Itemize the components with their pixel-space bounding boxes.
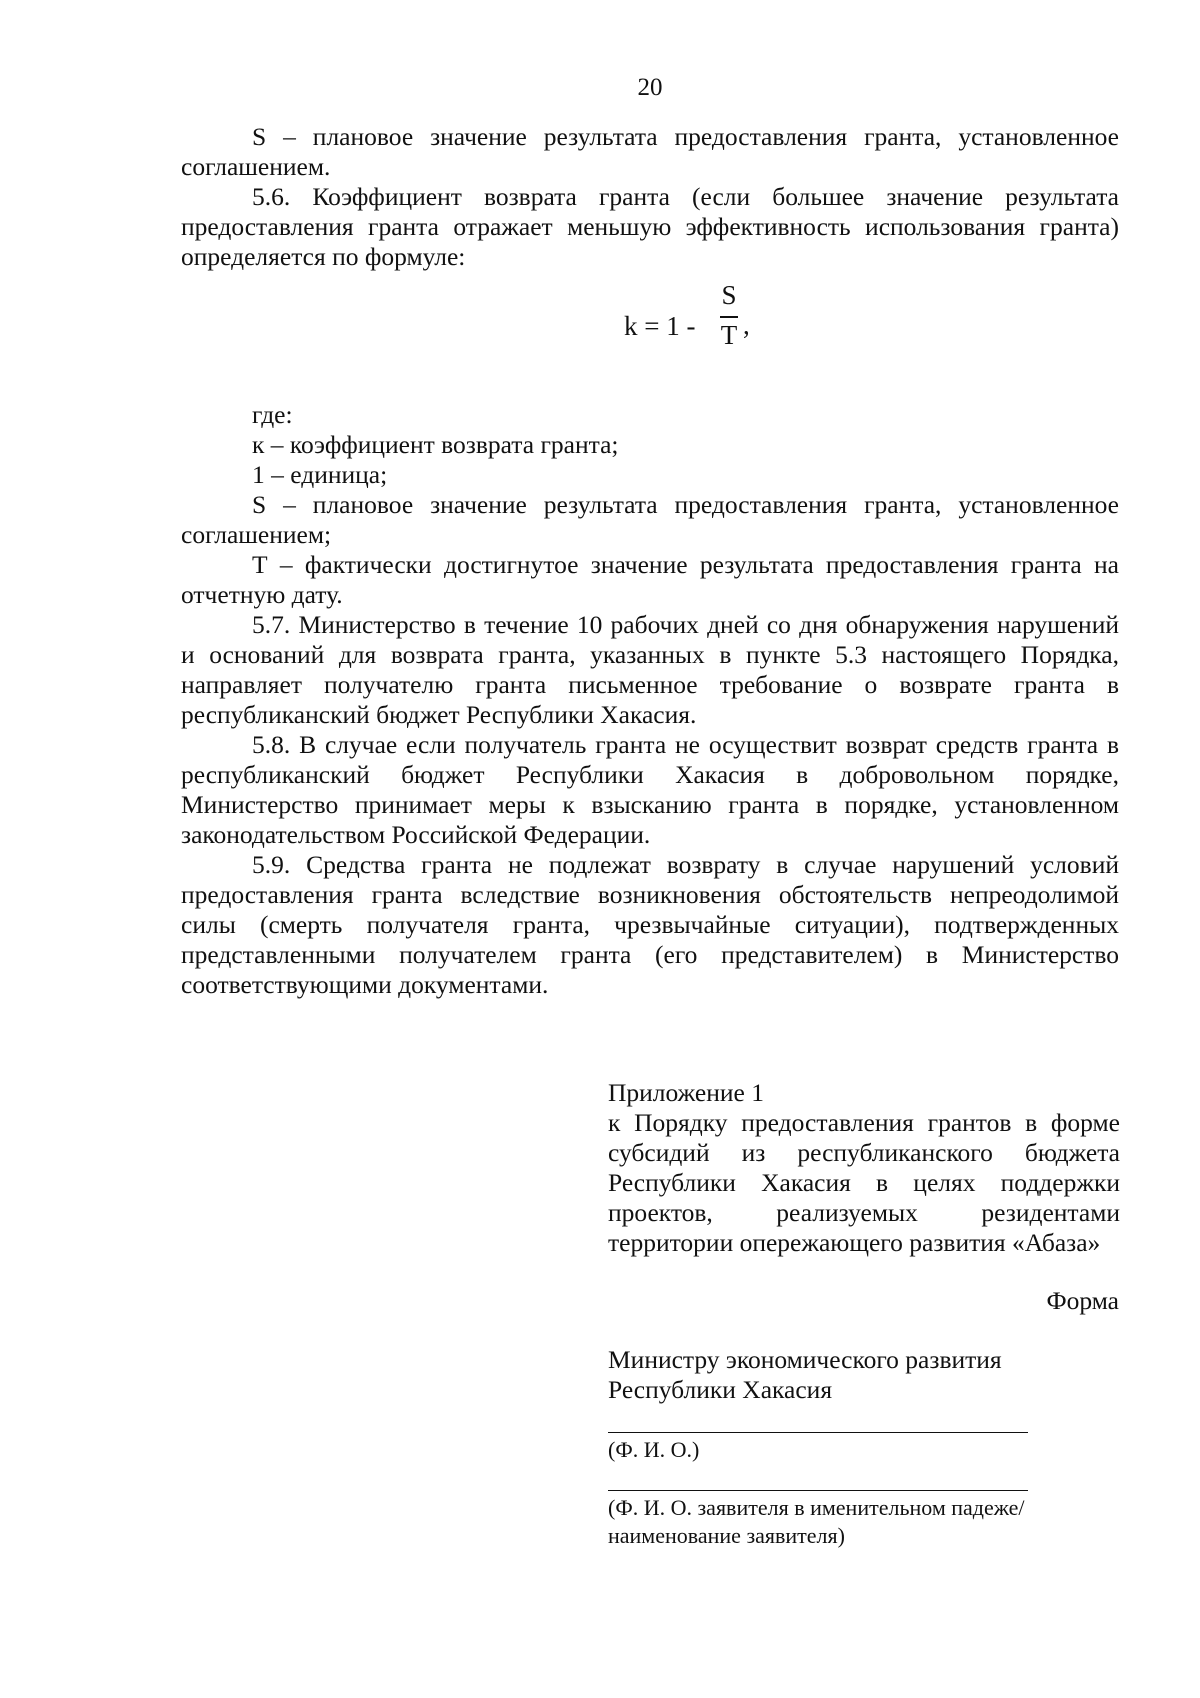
definition-one: 1 – единица;	[252, 460, 388, 489]
fio-caption: (Ф. И. О.)	[608, 1437, 700, 1462]
paragraph-5-9: 5.9. Средства гранта не подлежат возврату в случае нарушений условий предоставления гранта вследствие возникновения обстоятельств непреодолимой силы (смерть получателя гранта, чрезвычайные ситуации), подтвержденных представленными получателем гранта (его представителем) в Министерство соответствующими документами.	[181, 850, 1119, 999]
addressee-line-1: Министру экономического развития	[608, 1345, 1002, 1374]
formula-fraction	[714, 280, 744, 350]
formula-numerator: S	[721, 280, 737, 310]
formula-left-side: k = 1 -	[624, 311, 696, 341]
appendix-text: к Порядку предоставления грантов в форме субсидий из республиканского бюджета Республики Хакасия в целях поддержки проектов, реализуемых резидентами территории опережающего развития «Абаза»	[608, 1108, 1120, 1257]
paragraph-5-8: 5.8. В случае если получатель гранта не осуществит возврат средств гранта в республиканский бюджет Республики Хакасия в добровольном порядке, Министерство принимает меры к взысканию гранта в порядке, установленном законодательством Российской Федерации.	[181, 730, 1119, 849]
appendix-title: Приложение 1	[608, 1078, 764, 1107]
paragraph-s-definition: S – плановое значение результата предоставления гранта, установленное соглашением.	[181, 122, 1119, 181]
formula-denominator: T	[720, 320, 738, 350]
where-label: где:	[252, 400, 293, 429]
return-coefficient-formula	[181, 280, 1119, 400]
definition-s: S – плановое значение результата предоставления гранта, установленное соглашением;	[181, 490, 1119, 549]
page-number: 20	[637, 74, 663, 101]
fraction-bar	[720, 316, 738, 318]
document-body	[181, 122, 1119, 1000]
appendix-block	[608, 1078, 1120, 1258]
definition-t: Т – фактически достигнутое значение результата предоставления гранта на отчетную дату.	[181, 550, 1119, 609]
fio-fill-line	[608, 1432, 1028, 1433]
definition-k: к – коэффициент возврата гранта;	[252, 430, 619, 459]
addressee-line-2: Республики Хакасия	[608, 1375, 833, 1404]
form-label: Форма	[1046, 1286, 1119, 1315]
paragraph-5-7: 5.7. Министерство в течение 10 рабочих дней со дня обнаружения нарушений и оснований для возврата гранта, указанных в пункте 5.3 настоящего Порядка, направляет получателю гранта письменное требование о возврате гранта в республиканский бюджет Республики Хакасия.	[181, 610, 1119, 729]
formula-comma: ,	[743, 310, 750, 340]
addressee-block	[608, 1345, 1120, 1405]
applicant-caption: (Ф. И. О. заявителя в именительном падеже/наименование заявителя)	[608, 1495, 1025, 1548]
applicant-fill-line	[608, 1490, 1028, 1491]
paragraph-5-6: 5.6. Коэффициент возврата гранта (если большее значение результата предоставления гранта отражает меньшую эффективность использования гранта) определяется по формуле:	[181, 182, 1119, 271]
